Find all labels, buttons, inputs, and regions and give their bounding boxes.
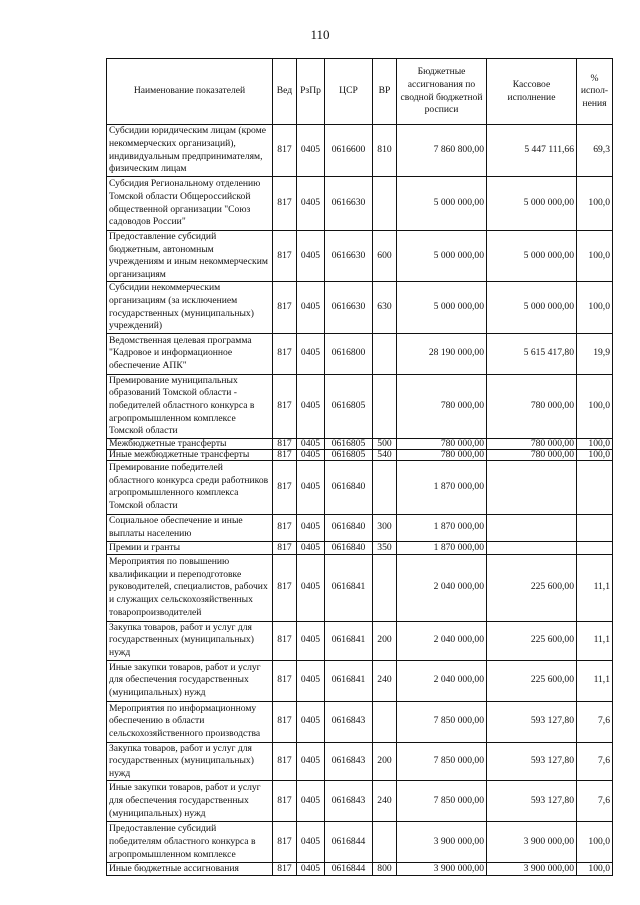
row-name: Иные бюджетные ассигнования	[107, 863, 273, 876]
row-cash	[487, 541, 577, 554]
table-row	[107, 125, 613, 177]
row-pct	[577, 514, 613, 541]
row-pct: 100,0	[577, 282, 613, 333]
row-vr: 500	[373, 438, 397, 449]
header-name: Наименование показателей	[107, 59, 273, 125]
row-name: Ведомственная целевая программа "Кадровое и информационное обеспечение АПК"	[107, 333, 273, 374]
table-row	[107, 177, 613, 231]
row-name: Иные закупки товаров, работ и услуг для обеспечения государственных (муниципальных) нужд	[107, 781, 273, 822]
row-cash: 780 000,00	[487, 438, 577, 449]
row-cash: 5 000 000,00	[487, 231, 577, 282]
row-name: Закупка товаров, работ и услуг для государственных (муниципальных) нужд	[107, 742, 273, 781]
row-name: Субсидии некоммерческим организациям (за исключением государственных (муниципальных) учреждений)	[107, 282, 273, 333]
row-rzpr: 0405	[297, 460, 325, 514]
row-rzpr: 0405	[297, 781, 325, 822]
row-cash: 3 900 000,00	[487, 863, 577, 876]
row-ved: 817	[273, 541, 297, 554]
row-name: Социальное обеспечение и иные выплаты населению	[107, 514, 273, 541]
row-csr: 0616805	[325, 438, 373, 449]
row-name: Мероприятия по информационному обеспечению в области сельскохозяйственного производства	[107, 701, 273, 742]
row-cash: 780 000,00	[487, 449, 577, 460]
row-csr: 0616630	[325, 282, 373, 333]
header-rzpr: РзПр	[297, 59, 325, 125]
row-ved: 817	[273, 449, 297, 460]
table-row	[107, 701, 613, 742]
row-ved: 817	[273, 822, 297, 863]
row-rzpr: 0405	[297, 541, 325, 554]
row-name: Премирование победителей областного конкурса среди работников агропромышленного комплекса Томской области	[107, 460, 273, 514]
row-rzpr: 0405	[297, 514, 325, 541]
row-rzpr: 0405	[297, 621, 325, 660]
table-row	[107, 282, 613, 333]
row-assignments: 7 860 800,00	[397, 125, 487, 177]
row-assignments: 7 850 000,00	[397, 701, 487, 742]
row-name: Закупка товаров, работ и услуг для государственных (муниципальных) нужд	[107, 621, 273, 660]
row-csr: 0616630	[325, 177, 373, 231]
row-cash: 5 000 000,00	[487, 177, 577, 231]
row-cash: 5 615 417,80	[487, 333, 577, 374]
table-row	[107, 438, 613, 449]
row-pct: 19,9	[577, 333, 613, 374]
row-csr: 0616800	[325, 333, 373, 374]
table-row	[107, 781, 613, 822]
row-assignments: 1 870 000,00	[397, 541, 487, 554]
row-vr: 600	[373, 231, 397, 282]
row-ved: 817	[273, 660, 297, 701]
row-assignments: 780 000,00	[397, 438, 487, 449]
row-ved: 817	[273, 282, 297, 333]
row-ved: 817	[273, 863, 297, 876]
row-ved: 817	[273, 701, 297, 742]
row-pct: 100,0	[577, 449, 613, 460]
row-assignments: 5 000 000,00	[397, 177, 487, 231]
row-cash	[487, 514, 577, 541]
row-vr: 810	[373, 125, 397, 177]
row-assignments: 2 040 000,00	[397, 554, 487, 621]
row-rzpr: 0405	[297, 438, 325, 449]
row-pct	[577, 541, 613, 554]
row-assignments: 5 000 000,00	[397, 282, 487, 333]
row-vr	[373, 177, 397, 231]
row-rzpr: 0405	[297, 554, 325, 621]
row-pct: 11,1	[577, 660, 613, 701]
row-rzpr: 0405	[297, 863, 325, 876]
row-assignments: 3 900 000,00	[397, 822, 487, 863]
row-assignments: 2 040 000,00	[397, 660, 487, 701]
table-row	[107, 863, 613, 876]
page-number: 110	[310, 27, 330, 42]
row-cash: 3 900 000,00	[487, 822, 577, 863]
row-pct: 11,1	[577, 554, 613, 621]
row-csr: 0616805	[325, 374, 373, 438]
row-csr: 0616841	[325, 621, 373, 660]
table-row	[107, 742, 613, 781]
row-vr: 200	[373, 621, 397, 660]
table-row	[107, 554, 613, 621]
row-csr: 0616844	[325, 863, 373, 876]
row-vr: 300	[373, 514, 397, 541]
row-ved: 817	[273, 333, 297, 374]
row-pct: 100,0	[577, 231, 613, 282]
row-vr	[373, 701, 397, 742]
row-pct: 7,6	[577, 742, 613, 781]
row-csr: 0616843	[325, 781, 373, 822]
header-pct: % испол-нения	[577, 59, 613, 125]
row-cash: 593 127,80	[487, 742, 577, 781]
row-assignments: 1 870 000,00	[397, 514, 487, 541]
table-row	[107, 541, 613, 554]
budget-table	[106, 58, 613, 876]
row-csr: 0616840	[325, 541, 373, 554]
row-rzpr: 0405	[297, 282, 325, 333]
row-rzpr: 0405	[297, 742, 325, 781]
table-row	[107, 231, 613, 282]
row-vr: 200	[373, 742, 397, 781]
row-name: Иные межбюджетные трансферты	[107, 449, 273, 460]
row-name: Мероприятия по повышению квалификации и переподготовке руководителей, специалистов, рабочих и служащих сельскохозяйственных товаропроизводителей	[107, 554, 273, 621]
row-name: Субсидии юридическим лицам (кроме некоммерческих организаций), индивидуальным предпринимателям, физическим лицам	[107, 125, 273, 177]
row-vr: 240	[373, 781, 397, 822]
row-ved: 817	[273, 460, 297, 514]
table-row	[107, 822, 613, 863]
header-cash: Кассовое исполнение	[487, 59, 577, 125]
row-name: Предоставление субсидий победителям областного конкурса в агропромышленном комплексе	[107, 822, 273, 863]
row-assignments: 7 850 000,00	[397, 781, 487, 822]
row-cash: 780 000,00	[487, 374, 577, 438]
row-ved: 817	[273, 125, 297, 177]
row-csr: 0616600	[325, 125, 373, 177]
row-pct: 11,1	[577, 621, 613, 660]
row-csr: 0616630	[325, 231, 373, 282]
header-assignments: Бюджетные ассигнования по сводной бюджетной росписи	[397, 59, 487, 125]
header-vr: ВР	[373, 59, 397, 125]
row-name: Премирование муниципальных образований Томской области - победителей областного конкурса в агропромышленном комплексе Томской области	[107, 374, 273, 438]
row-csr: 0616841	[325, 554, 373, 621]
row-rzpr: 0405	[297, 125, 325, 177]
row-assignments: 3 900 000,00	[397, 863, 487, 876]
row-pct	[577, 460, 613, 514]
row-name: Предоставление субсидий бюджетным, автономным учреждениям и иным некоммерческим организациям	[107, 231, 273, 282]
row-cash: 5 000 000,00	[487, 282, 577, 333]
row-ved: 817	[273, 554, 297, 621]
header-ved: Вед	[273, 59, 297, 125]
table-row	[107, 514, 613, 541]
row-csr: 0616840	[325, 514, 373, 541]
row-pct: 100,0	[577, 177, 613, 231]
row-vr	[373, 554, 397, 621]
row-csr: 0616844	[325, 822, 373, 863]
row-ved: 817	[273, 177, 297, 231]
row-cash: 593 127,80	[487, 701, 577, 742]
row-rzpr: 0405	[297, 374, 325, 438]
row-name: Премии и гранты	[107, 541, 273, 554]
row-vr	[373, 374, 397, 438]
table-row	[107, 660, 613, 701]
table-row	[107, 621, 613, 660]
row-vr	[373, 460, 397, 514]
row-assignments: 7 850 000,00	[397, 742, 487, 781]
table-header-row	[107, 59, 613, 125]
row-cash: 593 127,80	[487, 781, 577, 822]
row-rzpr: 0405	[297, 177, 325, 231]
row-assignments: 1 870 000,00	[397, 460, 487, 514]
row-cash	[487, 460, 577, 514]
row-ved: 817	[273, 374, 297, 438]
row-csr: 0616841	[325, 660, 373, 701]
row-cash: 225 600,00	[487, 554, 577, 621]
row-ved: 817	[273, 438, 297, 449]
header-csr: ЦСР	[325, 59, 373, 125]
row-rzpr: 0405	[297, 231, 325, 282]
row-vr: 240	[373, 660, 397, 701]
row-pct: 100,0	[577, 374, 613, 438]
row-name: Иные закупки товаров, работ и услуг для обеспечения государственных (муниципальных) нужд	[107, 660, 273, 701]
row-vr: 540	[373, 449, 397, 460]
row-vr	[373, 333, 397, 374]
row-vr	[373, 822, 397, 863]
row-ved: 817	[273, 514, 297, 541]
row-ved: 817	[273, 781, 297, 822]
row-vr: 350	[373, 541, 397, 554]
row-rzpr: 0405	[297, 660, 325, 701]
row-pct: 7,6	[577, 701, 613, 742]
row-pct: 100,0	[577, 863, 613, 876]
table-row	[107, 374, 613, 438]
row-csr: 0616805	[325, 449, 373, 460]
row-ved: 817	[273, 231, 297, 282]
row-ved: 817	[273, 742, 297, 781]
row-assignments: 28 190 000,00	[397, 333, 487, 374]
row-pct: 100,0	[577, 438, 613, 449]
row-csr: 0616843	[325, 742, 373, 781]
table-row	[107, 449, 613, 460]
table-row	[107, 460, 613, 514]
table-row	[107, 333, 613, 374]
row-assignments: 780 000,00	[397, 374, 487, 438]
row-rzpr: 0405	[297, 449, 325, 460]
row-pct: 100,0	[577, 822, 613, 863]
row-vr: 630	[373, 282, 397, 333]
row-ved: 817	[273, 621, 297, 660]
row-cash: 225 600,00	[487, 621, 577, 660]
row-assignments: 5 000 000,00	[397, 231, 487, 282]
row-name: Межбюджетные трансферты	[107, 438, 273, 449]
row-name: Субсидия Региональному отделению Томской области Общероссийской общественной организации "Союз садоводов России"	[107, 177, 273, 231]
row-rzpr: 0405	[297, 701, 325, 742]
row-vr: 800	[373, 863, 397, 876]
row-csr: 0616840	[325, 460, 373, 514]
row-assignments: 2 040 000,00	[397, 621, 487, 660]
row-cash: 225 600,00	[487, 660, 577, 701]
row-rzpr: 0405	[297, 822, 325, 863]
row-rzpr: 0405	[297, 333, 325, 374]
row-pct: 69,3	[577, 125, 613, 177]
row-pct: 7,6	[577, 781, 613, 822]
row-cash: 5 447 111,66	[487, 125, 577, 177]
row-assignments: 780 000,00	[397, 449, 487, 460]
row-csr: 0616843	[325, 701, 373, 742]
